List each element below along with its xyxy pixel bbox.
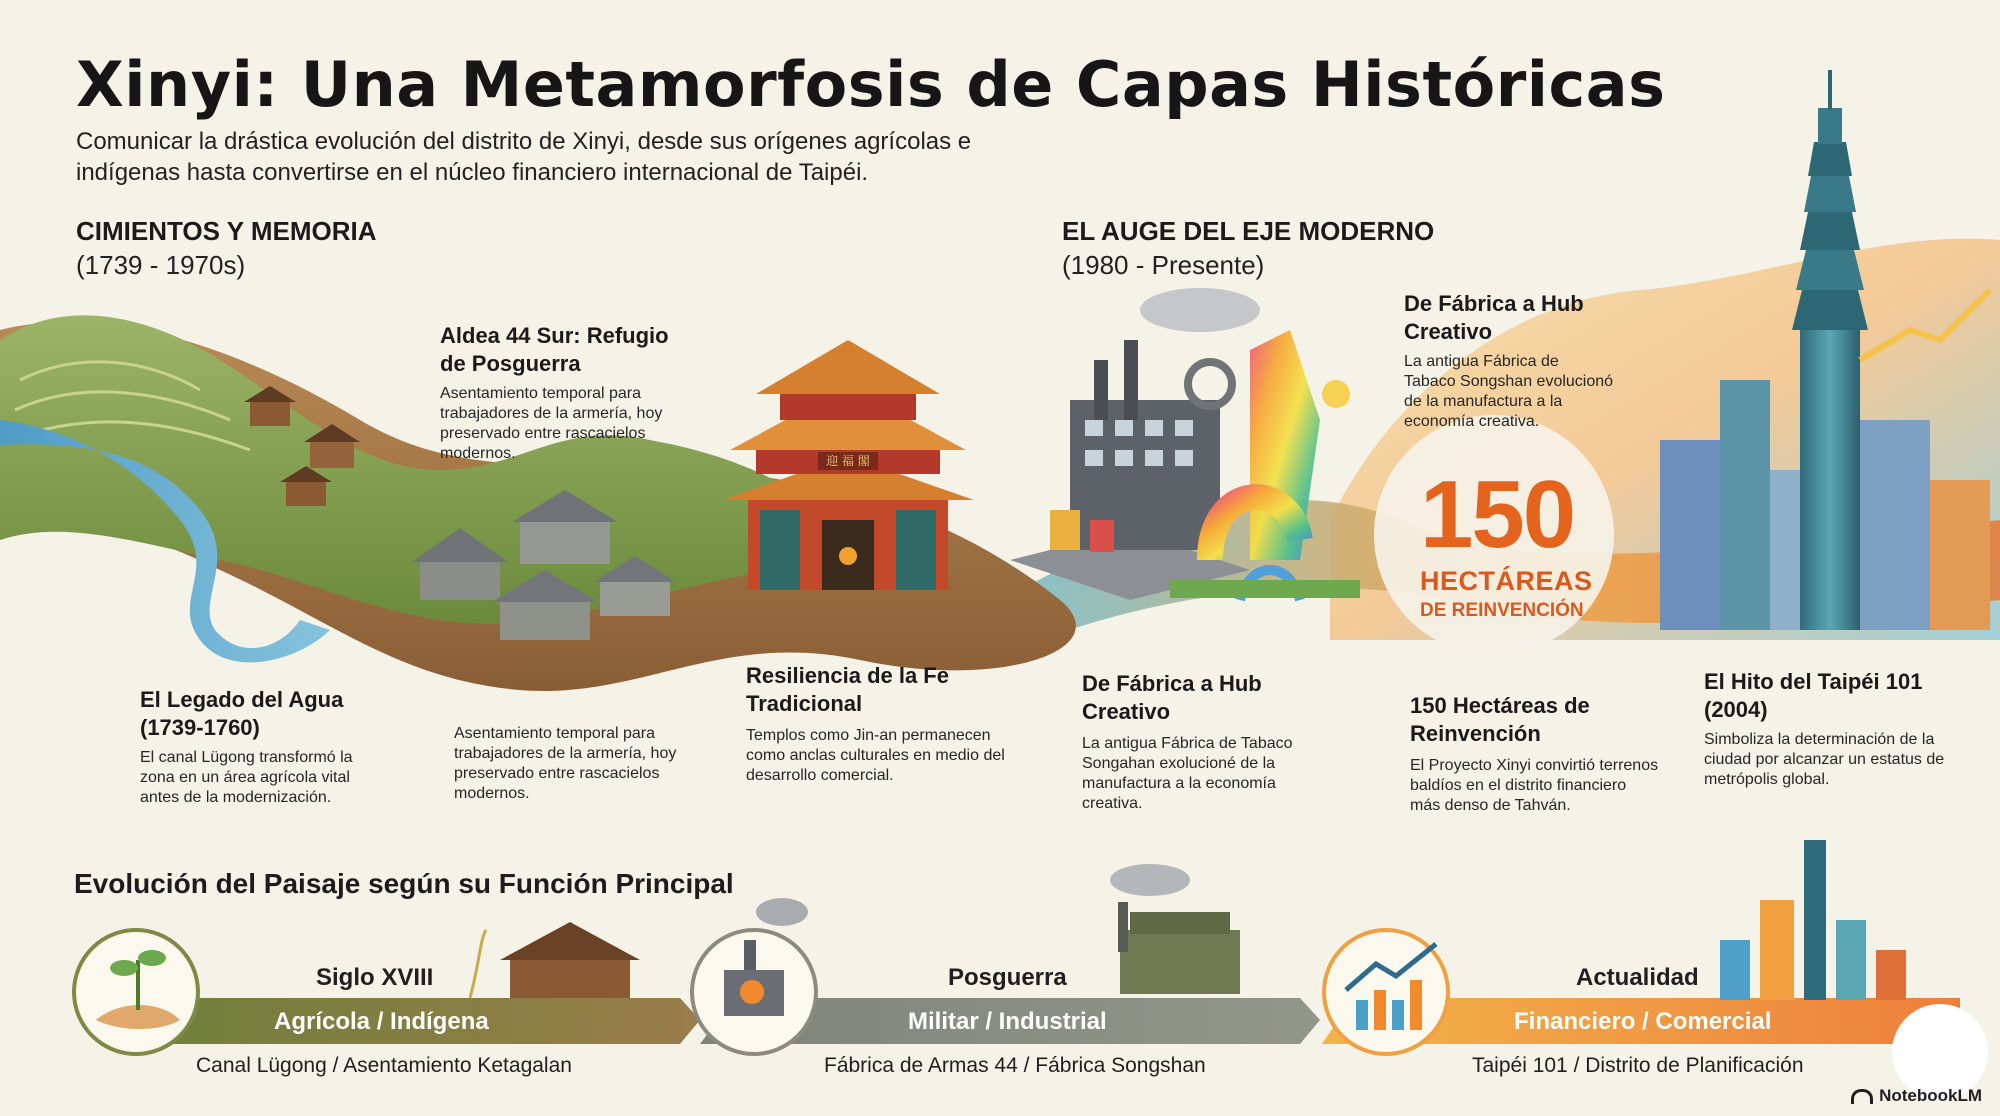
section-range-right: (1980 - Presente): [1062, 250, 1265, 280]
bunker-factory-icon: [1110, 864, 1240, 994]
card-fabrica-top-body: La antigua Fábrica de Tabaco Songshan evolucionó de la manufactura a la economía creativa.: [1404, 353, 1614, 430]
card-fe-body: Templos como Jin-an permanecen como anclas culturales en medio del desarrollo comercial.: [746, 727, 1005, 784]
taipei-101-tower: [1792, 70, 1868, 630]
finance-icon: [1324, 930, 1448, 1054]
notebooklm-badge: [1851, 1086, 1982, 1106]
card-fabrica-bottom-title: De Fábrica a Hub Creativo: [1082, 671, 1262, 724]
stage-examples-3: Taipéi 101 / Distrito de Planificación: [1472, 1054, 1804, 1077]
stage-examples-2: Fábrica de Armas 44 / Fábrica Songshan: [824, 1054, 1206, 1077]
card-agua-title: El Legado del Agua (1739-1760): [140, 687, 344, 740]
card-aldea-body: Asentamiento temporal para trabajadores de la armería, hoy preservado entre rascacielos modernos.: [440, 385, 663, 462]
card-aldea-title: Aldea 44 Sur: Refugio de Posguerra: [440, 323, 669, 376]
section-range-left: (1739 - 1970s): [76, 250, 246, 280]
stage-function-3: Financiero / Comercial: [1514, 1008, 1772, 1035]
card-taipei101-body: Simboliza la determinación de la ciudad por alcanzar un estatus de metrópolis global.: [1704, 731, 1945, 788]
card-fabrica-bottom-body: La antigua Fábrica de Tabaco Songahan exolucioné de la manufactura a la economía creativa.: [1082, 735, 1293, 812]
card-fabrica-top-title: De Fábrica a Hub Creativo: [1404, 291, 1584, 344]
evolution-title: Evolución del Paisaje según su Función Principal: [74, 868, 734, 899]
stage-era-1: Siglo XVIII: [316, 964, 434, 991]
stage-era-2: Posguerra: [948, 964, 1067, 991]
stage-era-3: Actualidad: [1576, 964, 1699, 991]
stat-line2: DE REINVENCIÓN: [1420, 600, 1584, 621]
notebooklm-logo-icon: [1851, 1089, 1873, 1104]
page-title: Xinyi: Una Metamorfosis de Capas Históricas: [76, 48, 1666, 121]
stat-number: 150: [1420, 461, 1575, 568]
badge-label: NotebookLM: [1879, 1086, 1982, 1105]
temple-sign: 迎 福 閣: [826, 454, 870, 468]
stage-function-2: Militar / Industrial: [908, 1008, 1107, 1035]
agri-icon: [74, 930, 198, 1054]
page-subtitle: Comunicar la drástica evolución del distrito de Xinyi, desde sus orígenes agrícolas e indígenas hasta convertirse en el núcleo financiero internacional de Taipéi.: [76, 128, 972, 186]
temple-illustration: [722, 340, 974, 590]
card-aldea-bottom-body: Asentamiento temporal para trabajadores de la armería, hoy preservado entre rascacielos modernos.: [454, 725, 677, 802]
industrial-icon: [692, 898, 816, 1054]
section-heading-right: EL AUGE DEL EJE MODERNO: [1062, 216, 1435, 246]
card-hectareas-body: El Proyecto Xinyi convirtió terrenos baldíos en el distrito financiero más denso de Tahván.: [1410, 757, 1659, 814]
card-hectareas-title: 150 Hectáreas de Reinvención: [1410, 693, 1590, 746]
mini-skyline-icon: [1720, 840, 1906, 1000]
card-fe-title: Resiliencia de la Fe Tradicional: [746, 663, 949, 716]
stage-function-1: Agrícola / Indígena: [274, 1008, 489, 1035]
card-taipei101-title: El Hito del Taipéi 101 (2004): [1704, 669, 1923, 722]
card-agua-body: El canal Lügong transformó la zona en un área agrícola vital antes de la modernización.: [140, 749, 353, 806]
stat-line1: HECTÁREAS: [1420, 566, 1593, 596]
stage-examples-1: Canal Lügong / Asentamiento Ketagalan: [196, 1054, 572, 1077]
section-heading-left: CIMIENTOS Y MEMORIA: [76, 216, 377, 246]
farmhouse-icon: [470, 922, 640, 998]
